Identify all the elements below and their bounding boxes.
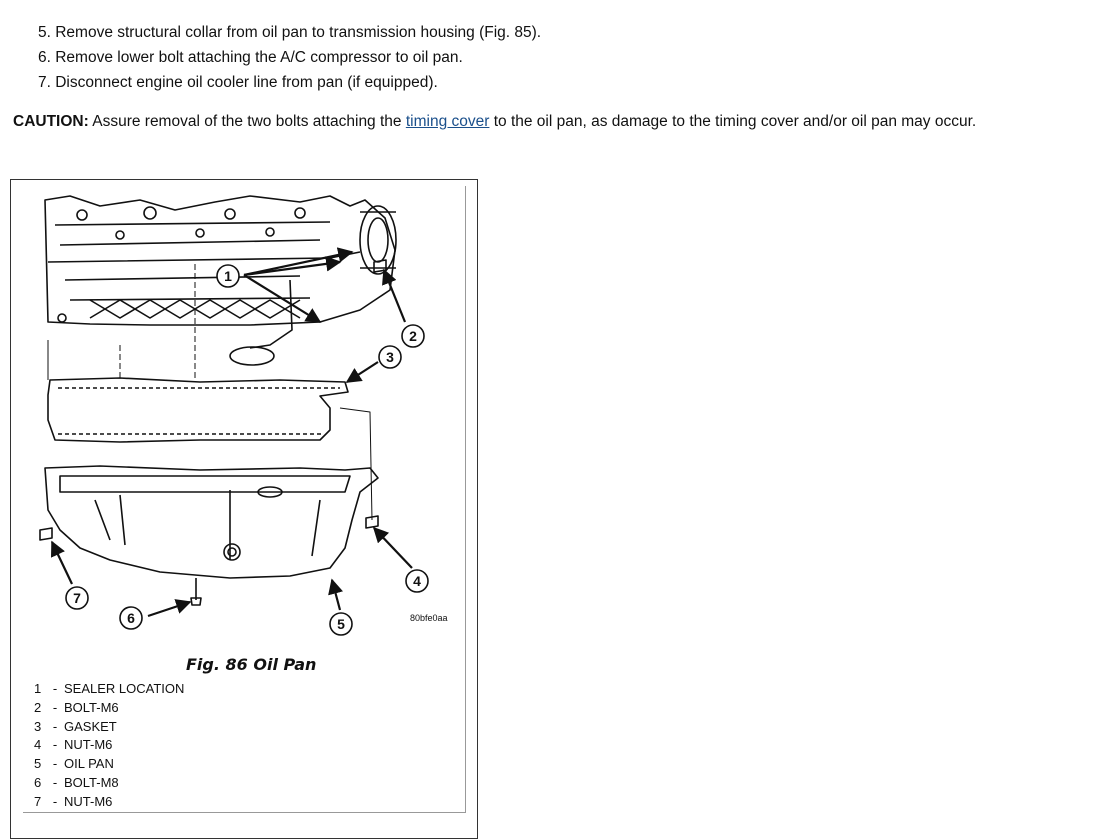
caution-text-before: Assure removal of the two bolts attaching the: [88, 113, 406, 130]
callout-2: [402, 325, 424, 347]
callout-6-arrow: [148, 602, 190, 616]
legend-item: 5 - OIL PAN: [34, 756, 114, 772]
figure-legend: [34, 680, 184, 812]
callout-7-arrow: [52, 542, 72, 584]
bolt-m8-icon: [191, 578, 201, 605]
callout-7: [66, 587, 88, 609]
svg-text:6: 6: [127, 610, 135, 626]
callout-5-arrow: [332, 580, 340, 610]
legend-item: 4 - NUT-M6: [34, 737, 113, 753]
legend-item: 7 - NUT-M6: [34, 793, 113, 809]
step-7: 7. Disconnect engine oil cooler line from pan (if equipped).: [38, 74, 438, 91]
callout-2-arrow: [384, 270, 405, 322]
oil-pan-outline: [45, 466, 378, 578]
figure-caption: Fig. 86 Oil Pan: [186, 655, 317, 674]
svg-text:7: 7: [73, 590, 81, 606]
callout-5: [330, 613, 352, 635]
callout-3-arrow: [347, 362, 378, 382]
nut-m6-right-icon: [366, 516, 378, 528]
callout-4: [406, 570, 428, 592]
timing-cover-link[interactable]: timing cover: [405, 113, 490, 130]
legend-item: 3 - GASKET: [34, 718, 117, 734]
svg-text:2: 2: [409, 328, 417, 344]
svg-text:1: 1: [224, 268, 232, 284]
svg-text:4: 4: [413, 573, 421, 589]
callout-6: [120, 607, 142, 629]
step-6: 6. Remove lower bolt attaching the A/C compressor to oil pan.: [38, 49, 463, 66]
legend-item: 1 - SEALER LOCATION: [34, 681, 185, 696]
oil-pickup-tube: [250, 280, 292, 348]
crank-pulley: [360, 206, 396, 274]
figure-reference-code: 80bfe0aa: [410, 613, 448, 623]
step-5: 5. Remove structural collar from oil pan to transmission housing (Fig. 85).: [38, 24, 542, 41]
legend-item: 6 - BOLT-M8: [34, 774, 119, 790]
callout-1: [217, 265, 239, 287]
drain-plug: [224, 544, 240, 560]
callout-3: [379, 346, 401, 368]
caution-text-after: to the oil pan, as damage to the timing cover and/or oil pan may occur.: [489, 113, 977, 130]
nut-m6-left-icon: [40, 528, 52, 540]
legend-item: 2 - BOLT-M6: [34, 699, 119, 715]
svg-text:3: 3: [386, 349, 394, 365]
callout-4-arrow: [374, 528, 412, 568]
caution-label: CAUTION:: [13, 113, 89, 130]
svg-text:5: 5: [337, 616, 345, 632]
